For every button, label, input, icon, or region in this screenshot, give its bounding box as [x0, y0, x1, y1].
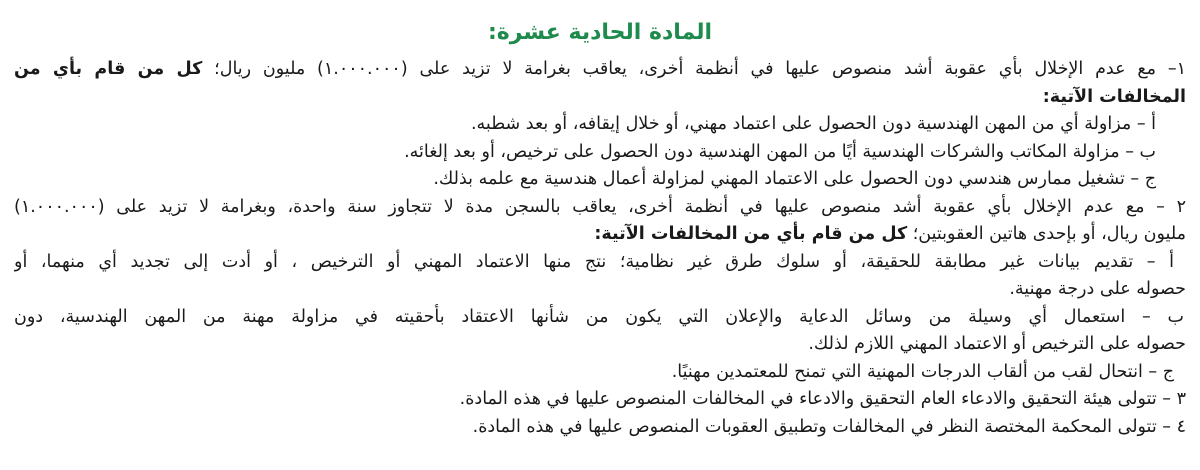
- clause-2-bold-text: كل من قام بأي من المخالفات الآتية:: [594, 224, 908, 244]
- clause-2-line-2: [14, 221, 1186, 249]
- clause-3: ٣ – تتولى هيئة التحقيق والادعاء العام التحقيق والادعاء في المخالفات المنصوص عليها في هذه المادة.: [459, 389, 1186, 409]
- article-title: المادة الحادية عشرة:: [487, 20, 713, 45]
- clause-2-item-b-line-1: ب – استعمال أي وسيلة من وسائل الدعاية والإعلان التي يكون من شأنها الاعتقاد بأحقيته في مزاولة مهنة من المهن الهندسية، دون: [14, 306, 1184, 327]
- clause-2-item-a-line-2: حصوله على درجة مهنية.: [1009, 279, 1186, 299]
- clause-1-line-1: [14, 56, 1186, 84]
- clause-2-text: مليون ريال، أو بإحدى هاتين العقوبتين؛: [912, 224, 1186, 244]
- clause-1-text: ١– مع عدم الإخلال بأي عقوبة أشد منصوص عليها في أنظمة أخرى، يعاقب بغرامة لا تزيد على (١.٠٠٠.٠٠٠) مليون ريال؛: [214, 59, 1186, 79]
- clause-1-bold-text: كل من قام بأي من: [14, 59, 203, 79]
- clause-4: ٤ – تتولى المحكمة المختصة النظر في المخالفات وتطبيق العقوبات المنصوص عليها في هذه المادة.: [472, 416, 1186, 437]
- clause-1-item-b: ب – مزاولة المكاتب والشركات الهندسية أيًا من المهن الهندسية دون الحصول على ترخيص، أو بعد إلغائه.: [404, 141, 1156, 162]
- clause-2-item-a-line-1: أ – تقديم بيانات غير مطابقة للحقيقة، أو سلوك طرق غير نظامية؛ نتج منها الاعتماد المهني أو الترخيص ، أو أدت إلى تجديد أي منهما، أو: [14, 251, 1174, 272]
- clause-2-item-b-line-2: حصوله على الترخيص أو الاعتماد المهني اللازم لذلك.: [808, 334, 1186, 354]
- clause-1-line-2: المخالفات الآتية:: [1042, 86, 1186, 107]
- clause-1-item-c: ج – تشغيل ممارس هندسي دون الحصول على الاعتماد المهني لمزاولة أعمال هندسية مع علمه بذلك.: [433, 169, 1156, 189]
- clause-2-line-1: ٢ – مع عدم الإخلال بأي عقوبة أشد منصوص عليها في أنظمة أخرى، يعاقب بالسجن مدة لا تتجاوز سنة واحدة، وبغرامة لا تزيد على (١.٠٠٠.٠٠٠): [14, 196, 1186, 217]
- clause-1-item-a: أ – مزاولة أي من المهن الهندسية دون الحصول على اعتماد مهني، أو خلال إيقافه، أو بعد شطبه.: [470, 114, 1156, 134]
- clause-2-item-c: ج – انتحال لقب من ألقاب الدرجات المهنية التي تمنح للمعتمدين مهنيًا.: [671, 361, 1174, 382]
